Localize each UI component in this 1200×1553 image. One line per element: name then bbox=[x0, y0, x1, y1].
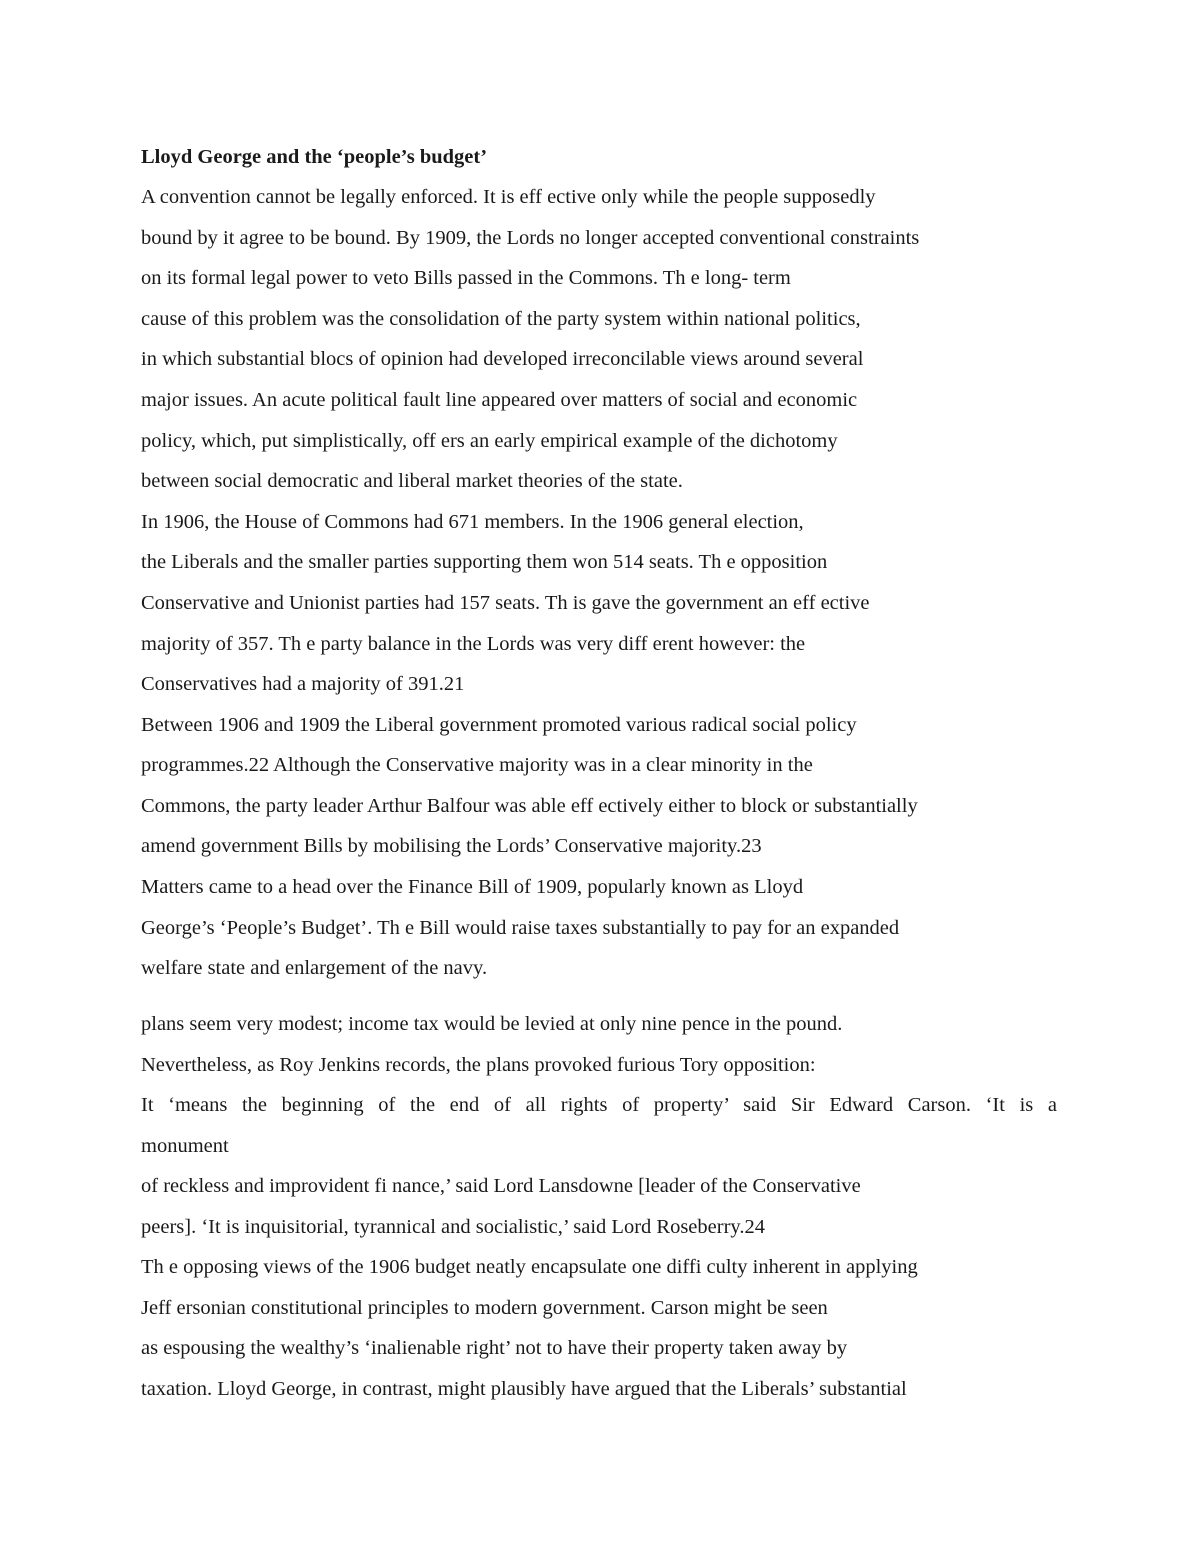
text-line: on its formal legal power to veto Bills passed in the Commons. Th e long- term bbox=[141, 267, 791, 289]
text-line: Between 1906 and 1909 the Liberal government promoted various radical social policy bbox=[141, 714, 857, 736]
text-line: amend government Bills by mobilising the Lords’ Conservative majority.23 bbox=[141, 835, 762, 857]
text-line: plans seem very modest; income tax would be levied at only nine pence in the pound. bbox=[141, 1013, 843, 1035]
text-line: bound by it agree to be bound. By 1909, the Lords no longer accepted conventional constraints bbox=[141, 227, 920, 249]
quote-line: of reckless and improvident fi nance,’ said Lord Lansdowne [leader of the Conservative bbox=[141, 1175, 861, 1197]
text-line: George’s ‘People’s Budget’. Th e Bill would raise taxes substantially to pay for an expanded bbox=[141, 917, 900, 939]
text-line: majority of 357. Th e party balance in the Lords was very diff erent however: the bbox=[141, 633, 806, 655]
text-line: In 1906, the House of Commons had 671 members. In the 1906 general election, bbox=[141, 511, 804, 533]
text-line: Th e opposing views of the 1906 budget neatly encapsulate one diffi culty inherent in applying bbox=[141, 1256, 918, 1278]
quote-line: monument bbox=[141, 1135, 229, 1157]
text-line: as espousing the wealthy’s ‘inalienable right’ not to have their property taken away by bbox=[141, 1337, 848, 1359]
text-line: welfare state and enlargement of the navy. bbox=[141, 957, 488, 979]
quote-line: It ‘means the beginning of the end of all rights of property’ said Sir Edward Carson. ‘It is a bbox=[141, 1094, 1057, 1116]
quote-line: peers]. ‘It is inquisitorial, tyrannical and socialistic,’ said Lord Roseberry.24 bbox=[141, 1216, 765, 1238]
text-line: Jeff ersonian constitutional principles to modern government. Carson might be seen bbox=[141, 1297, 828, 1319]
text-line: Conservatives had a majority of 391.21 bbox=[141, 673, 465, 695]
text-line: taxation. Lloyd George, in contrast, might plausibly have argued that the Liberals’ substantial bbox=[141, 1378, 907, 1400]
text-line: major issues. An acute political fault line appeared over matters of social and economic bbox=[141, 389, 858, 411]
text-line: Matters came to a head over the Finance Bill of 1909, popularly known as Lloyd bbox=[141, 876, 804, 898]
text-line: Nevertheless, as Roy Jenkins records, the plans provoked furious Tory opposition: bbox=[141, 1054, 816, 1076]
text-line: programmes.22 Although the Conservative majority was in a clear minority in the bbox=[141, 754, 813, 776]
text-line: in which substantial blocs of opinion had developed irreconcilable views around several bbox=[141, 348, 864, 370]
document-title: Lloyd George and the ‘people’s budget’ bbox=[141, 146, 488, 168]
text-line: Commons, the party leader Arthur Balfour was able eff ectively either to block or substantially bbox=[141, 795, 918, 817]
text-line: A convention cannot be legally enforced. It is eff ective only while the people supposedly bbox=[141, 186, 876, 208]
text-line: Conservative and Unionist parties had 157 seats. Th is gave the government an eff ective bbox=[141, 592, 870, 614]
text-line: between social democratic and liberal market theories of the state. bbox=[141, 470, 683, 492]
text-line: policy, which, put simplistically, off ers an early empirical example of the dichotomy bbox=[141, 430, 838, 452]
text-line: cause of this problem was the consolidation of the party system within national politics, bbox=[141, 308, 861, 330]
text-line: the Liberals and the smaller parties supporting them won 514 seats. Th e opposition bbox=[141, 551, 828, 573]
